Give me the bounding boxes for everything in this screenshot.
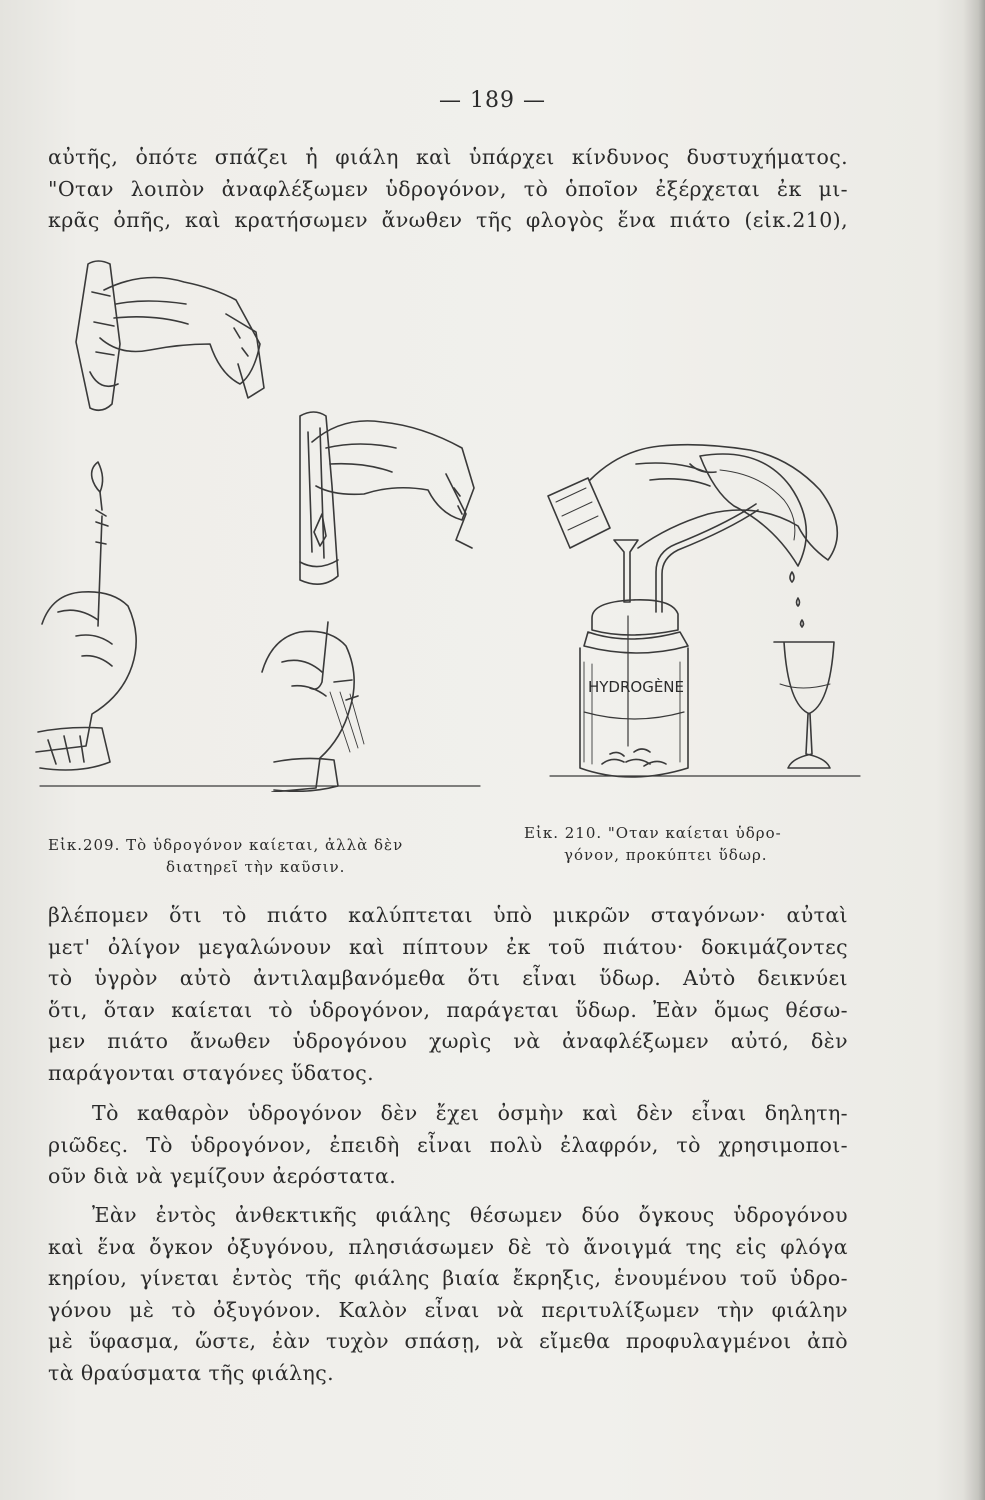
text-line: τὸ ὑγρὸν αὐτὸ ἀντιλαμβανόμεθα ὅτι εἶναι ὕδωρ. Αὐτὸ δεικνύει — [48, 966, 848, 990]
text-line: "Οταν λοιπὸν ἀναφλέξωμεν ὑδρογόνον, τὸ ὁποῖον ἐξέρχεται ἐκ μι- — [48, 176, 848, 201]
body-paragraph-1 — [48, 900, 848, 1089]
page-number: — 189 — — [439, 88, 546, 113]
caption-line: γόνον, προκύπτει ὕδωρ. — [564, 846, 768, 864]
figure-209-illustration — [30, 252, 500, 792]
wine-glass — [774, 642, 834, 768]
text-line: τὰ θραύσματα τῆς φιάλης. — [48, 1360, 334, 1385]
body-paragraph-3 — [48, 1200, 848, 1389]
caption-line: Εἰκ.209. Τὸ ὑδρογόνον καίεται, ἀλλὰ δὲν — [48, 836, 404, 854]
water-drops — [790, 572, 804, 627]
text-line: αὐτῆς, ὁπότε σπάζει ἡ φιάλη καὶ ὑπάρχει κίνδυνος δυστυχήματος. — [48, 145, 848, 169]
text-line: οῦν διὰ νὰ γεμίζουν ἀερόστατα. — [48, 1164, 397, 1188]
text-line: γόνου μὲ τὸ ὀξυγόνον. Καλὸν εἶναι νὰ περιτυλίξωμεν τὴν φιάλην — [48, 1297, 848, 1322]
caption-figure-210 — [524, 822, 782, 866]
bottle-label: HYDROGÈNE — [587, 678, 685, 696]
lit-taper-1 — [92, 462, 108, 626]
text-line: κηρίου, γίνεται ἐντὸς τῆς φιάλης βιαία ἔκρηξις, ἑνουμένου τοῦ ὑδρο- — [48, 1266, 848, 1290]
body-paragraph-2 — [48, 1098, 848, 1193]
text-line: παράγονται σταγόνες ὕδατος. — [48, 1060, 374, 1085]
text-line: ὅτι, ὅταν καίεται τὸ ὑδρογόνον, παράγεται ὕδωρ. Ἐὰν ὅμως θέσω- — [48, 997, 848, 1022]
hydrogen-bottle — [580, 504, 758, 777]
hand-holding-taper-1 — [36, 592, 136, 770]
caption-line: διατηρεῖ τὴν καῦσιν. — [166, 858, 346, 876]
text-line: Τὸ καθαρὸν ὑδρογόνον δὲν ἔχει ὀσμὴν καὶ δὲν εἶναι δηλητη- — [92, 1101, 848, 1125]
text-line: καὶ ἕνα ὄγκον ὀξυγόνου, πλησιάσωμεν δὲ τὸ ἄνοιγμά της εἰς φλόγα — [48, 1234, 848, 1259]
inverted-test-tube-1 — [76, 261, 120, 410]
hand-holding-plate — [548, 445, 837, 560]
text-line: βλέπομεν ὅτι τὸ πιάτο καλύπτεται ὑπὸ μικρῶν σταγόνων· αὐταὶ — [48, 903, 848, 927]
figure-210-illustration — [540, 436, 870, 786]
page-edge-shadow — [963, 0, 985, 1500]
text-line: μεν πιάτο ἄνωθεν ὑδρογόνου χωρὶς νὰ ἀναφλέξωμεν αὐτό, δὲν — [48, 1029, 848, 1053]
text-line: κρᾶς ὀπῆς, καὶ κρατήσωμεν ἄνωθεν τῆς φλογὸς ἕνα πιάτο (εἰκ.210), — [48, 208, 848, 232]
inverted-test-tube-2 — [300, 412, 338, 584]
text-line: μετ' ὀλίγον μεγαλώνουν καὶ πίπτουν ἐκ τοῦ πιάτου· δοκιμάζοντες — [48, 934, 848, 959]
hand-holding-tube-1 — [100, 278, 264, 399]
hand-holding-tube-2 — [312, 421, 474, 548]
caption-line: Εἰκ. 210. "Οταν καίεται ὑδρο- — [524, 824, 782, 842]
text-line: ριῶδες. Τὸ ὑδρογόνον, ἐπειδὴ εἶναι πολὺ ἐλαφρόν, τὸ χρησιμοποι- — [48, 1132, 848, 1157]
caption-figure-209 — [48, 834, 403, 878]
text-line: Ἐὰν ἐντὸς ἀνθεκτικῆς φιάλης θέσωμεν δύο ὄγκους ὑδρογόνου — [92, 1203, 848, 1227]
text-line: μὲ ὕφασμα, ὥστε, ἐὰν τυχὸν σπάσῃ, νὰ εἴμεθα προφυλαγμένοι ἀπὸ — [48, 1329, 848, 1353]
hand-holding-taper-2 — [262, 622, 358, 792]
intro-paragraph — [48, 142, 848, 237]
